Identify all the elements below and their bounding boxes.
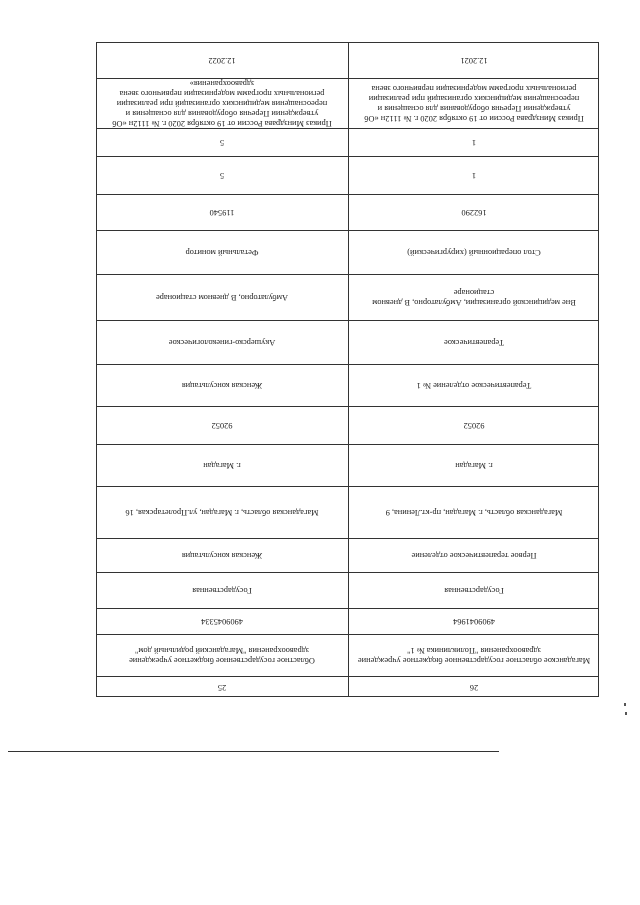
table-row [96, 365, 599, 407]
table-cell: 119540 [209, 208, 235, 218]
table-cell: Терапевтическое отделение № 1 [348, 365, 599, 406]
table-cell: Первое терапевтическое отделение [348, 539, 599, 572]
table-cell: 5 [219, 138, 225, 148]
table-row [96, 487, 599, 539]
table-cell: 12.2022 [208, 56, 236, 65]
table-row [96, 275, 599, 321]
table-cell: 4909045334 [201, 617, 243, 627]
table-cell: Магаданское областное государственное бюджетное учреждение здравоохранения "Поликлиника № 1" [348, 635, 599, 676]
table-cell: Вне медицинской организации, Амбулаторно, В дневном стационаре [348, 275, 599, 320]
table-cell: 1 [348, 129, 599, 156]
table-cell: Фетальный монитор [185, 248, 259, 258]
document-table [96, 42, 599, 697]
table-cell: Амбулаторно, В дневном стационаре [155, 293, 289, 303]
table-cell: Приказ Минздрава России от 19 октября 2020 г. № 1112н «Об утверждении Перечня оборудования для оснащения и переоснащения медицинских организаций при реализации региональных программ модернизации первичного звена здравоохранения» [112, 79, 332, 128]
table-cell: Акушерско-гинекологическое [168, 338, 276, 348]
table-cell: Стол операционный (хирургический) [348, 231, 599, 274]
table-cell: Областное государственное бюджетное учреждение здравоохранения "Магаданский родильный дом" [129, 646, 315, 666]
table-cell: 4909041964 [348, 609, 599, 634]
table-row [96, 157, 599, 195]
table-row [96, 231, 599, 275]
table-cell: 92052 [211, 421, 233, 431]
table-cell: 92052 [348, 407, 599, 444]
table-cell: 25 [217, 683, 227, 692]
table-row [96, 609, 599, 635]
table-row [96, 445, 599, 487]
table-cell: Женская консультация [181, 551, 263, 561]
table-cell: 162290 [348, 195, 599, 230]
table-cell: Женская консультация [181, 381, 263, 391]
scan-speck [625, 712, 627, 715]
scan-speck [624, 703, 626, 706]
table-cell: Магаданская область, г. Магадан, пр-кт.Ленина, 9 [348, 487, 599, 538]
table-row [96, 42, 599, 79]
table-cell: Магаданская область, г. Магадан, ул.Пролетарская, 16 [125, 508, 319, 518]
table-row [96, 407, 599, 445]
table-cell: 1 [348, 157, 599, 194]
table-cell: Приказ Минздрава России от 19 октября 2020 г. № 1112н «Об утверждении Перечня оборудования для оснащения и переоснащения медицинских организаций при реализации региональных программ модернизации первичного звена [348, 79, 599, 128]
table-cell: Государственная [348, 573, 599, 608]
table-row [96, 539, 599, 573]
table-cell: Терапевтическое [348, 321, 599, 364]
table-row [96, 195, 599, 231]
table-row [96, 677, 599, 697]
table-row [96, 321, 599, 365]
table-cell: 12.2021 [348, 42, 599, 78]
table-row [96, 635, 599, 677]
table-row [96, 129, 599, 157]
table-row [96, 79, 599, 129]
table-cell: 26 [348, 677, 599, 697]
table-cell: Государственная [192, 586, 252, 596]
table-cell: 5 [219, 171, 225, 181]
table-cell: г. Магадан [348, 445, 599, 486]
table-row [96, 573, 599, 609]
horizontal-rule [8, 751, 499, 752]
table-cell: г. Магадан [203, 461, 241, 471]
